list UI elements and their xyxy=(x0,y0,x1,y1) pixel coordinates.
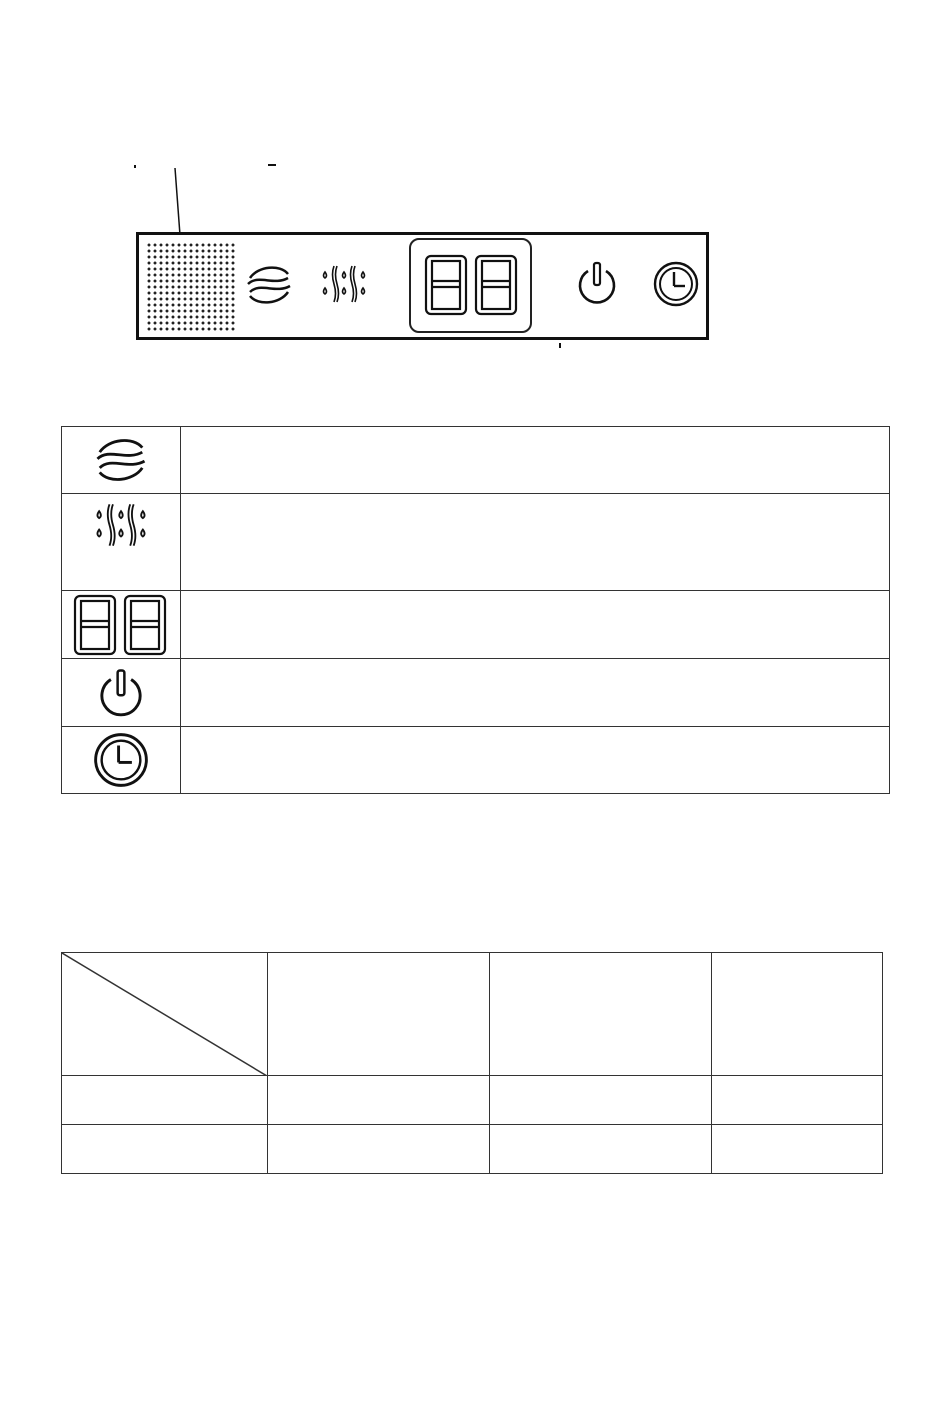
legend-row xyxy=(62,494,890,591)
table-cell xyxy=(712,1125,883,1174)
legend-icon-cell xyxy=(62,591,181,659)
icon-legend-table xyxy=(61,426,890,794)
table-header-row xyxy=(62,953,883,1076)
humidity-icon xyxy=(93,502,149,548)
power-icon xyxy=(94,666,148,720)
table-row xyxy=(62,1076,883,1125)
legend-description xyxy=(181,591,890,659)
table-cell xyxy=(62,1125,268,1174)
legend-description xyxy=(181,494,890,591)
table-cell xyxy=(490,1076,712,1125)
table-header xyxy=(268,953,490,1076)
legend-icon-cell xyxy=(62,427,181,494)
mode-table xyxy=(61,952,883,1174)
table-cell xyxy=(712,1076,883,1125)
table-cell xyxy=(268,1076,490,1125)
table-header xyxy=(712,953,883,1076)
legend-icon-cell xyxy=(62,659,181,727)
ionizer-icon[interactable] xyxy=(244,262,294,308)
table-cell xyxy=(62,1076,268,1125)
table-cell xyxy=(490,1125,712,1174)
display-88-icon xyxy=(73,594,169,656)
timer-icon xyxy=(92,732,150,788)
legend-row xyxy=(62,727,890,794)
corner-cell xyxy=(62,953,268,1076)
ionizer-icon xyxy=(93,434,149,486)
legend-icon-cell xyxy=(62,494,181,591)
legend-icon-cell xyxy=(62,727,181,794)
humidity-icon[interactable] xyxy=(320,264,368,304)
legend-description xyxy=(181,727,890,794)
timer-icon[interactable] xyxy=(652,261,700,307)
table-cell xyxy=(268,1125,490,1174)
legend-row xyxy=(62,659,890,727)
speaker-grille xyxy=(146,242,237,332)
legend-row xyxy=(62,427,890,494)
power-icon[interactable] xyxy=(573,259,621,307)
table-header xyxy=(490,953,712,1076)
diagonal-divider xyxy=(62,953,267,1076)
legend-row xyxy=(62,591,890,659)
display-88-icon xyxy=(424,254,520,316)
legend-description xyxy=(181,427,890,494)
table-row xyxy=(62,1125,883,1174)
legend-description xyxy=(181,659,890,727)
